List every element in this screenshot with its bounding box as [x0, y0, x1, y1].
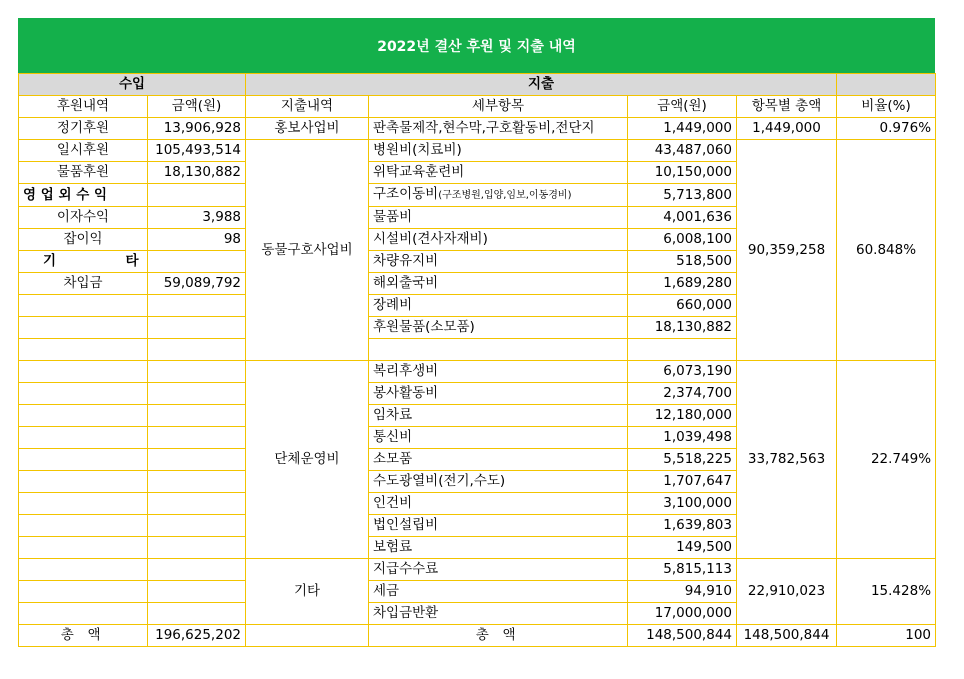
column-header-row [19, 96, 936, 118]
table-row [19, 361, 936, 383]
expense-detail: 수도광열비(전기,수도) [369, 471, 628, 493]
expense-detail: 법인설립비 [369, 515, 628, 537]
empty-cell [246, 625, 369, 647]
empty-cell [148, 317, 246, 339]
expense-detail: 세금 [369, 581, 628, 603]
expense-group-ratio: 22.749% [837, 361, 936, 559]
col-sponsor-item: 후원내역 [19, 96, 148, 118]
expense-amount: 149,500 [628, 537, 737, 559]
expense-group-total: 33,782,563 [737, 361, 837, 559]
expense-detail: 위탁교육훈련비 [369, 162, 628, 184]
empty-cell [19, 317, 148, 339]
section-header-row [19, 74, 936, 96]
expense-amount: 10,150,000 [628, 162, 737, 184]
expense-detail: 차입금반환 [369, 603, 628, 625]
empty-cell [148, 493, 246, 515]
income-amount: 3,988 [148, 207, 246, 229]
empty-cell [628, 339, 737, 361]
empty-cell [148, 427, 246, 449]
income-label: 일시후원 [19, 140, 148, 162]
income-amount: 98 [148, 229, 246, 251]
expense-detail: 복리후생비 [369, 361, 628, 383]
income-amount: 59,089,792 [148, 273, 246, 295]
income-label: 잡이익 [19, 229, 148, 251]
expense-amount: 1,707,647 [628, 471, 737, 493]
expense-detail [369, 184, 628, 207]
empty-cell [19, 449, 148, 471]
expense-group-ratio: 15.428% [837, 559, 936, 625]
category-total: 148,500,844 [737, 625, 837, 647]
empty-cell [19, 405, 148, 427]
income-amount: 105,493,514 [148, 140, 246, 162]
sheet-title: 2022년 결산 후원 및 지출 내역 [377, 38, 576, 55]
expense-amount: 6,008,100 [628, 229, 737, 251]
budget-table [18, 73, 936, 647]
empty-cell [148, 515, 246, 537]
expense-amount: 18,130,882 [628, 317, 737, 339]
income-amount: 13,906,928 [148, 118, 246, 140]
sheet-title-bar [18, 18, 935, 73]
expense-amount: 4,001,636 [628, 207, 737, 229]
empty-cell [19, 493, 148, 515]
expense-detail: 차량유지비 [369, 251, 628, 273]
income-total-label: 총 액 [19, 625, 148, 647]
expense-detail: 인건비 [369, 493, 628, 515]
empty-cell [148, 383, 246, 405]
income-total: 196,625,202 [148, 625, 246, 647]
income-label: 물품후원 [19, 162, 148, 184]
col-detail: 세부항목 [369, 96, 628, 118]
empty-cell [148, 603, 246, 625]
expense-group-total: 90,359,258 [737, 140, 837, 361]
col-category-total: 항목별 총액 [737, 96, 837, 118]
col-expense-amount: 금액(원) [628, 96, 737, 118]
expense-detail: 시설비(견사자재비) [369, 229, 628, 251]
empty-cell [19, 581, 148, 603]
expense-group-total: 22,910,023 [737, 559, 837, 625]
table-row [19, 140, 936, 162]
expense-amount: 43,487,060 [628, 140, 737, 162]
empty-cell [148, 581, 246, 603]
expense-header: 지출 [246, 74, 837, 96]
ratio-total: 100 [837, 625, 936, 647]
expense-amount: 3,100,000 [628, 493, 737, 515]
empty-cell [19, 537, 148, 559]
empty-cell [19, 603, 148, 625]
expense-group-ratio: 0.976% [837, 118, 936, 140]
expense-group-ratio: 60.848% [837, 140, 936, 361]
empty-cell [148, 537, 246, 559]
expense-total-label: 총 액 [369, 625, 628, 647]
empty-cell [19, 471, 148, 493]
empty-cell [19, 295, 148, 317]
expense-group-total: 1,449,000 [737, 118, 837, 140]
expense-detail: 임차료 [369, 405, 628, 427]
empty-cell [19, 559, 148, 581]
empty-cell [19, 427, 148, 449]
empty-cell [19, 339, 148, 361]
expense-detail: 판촉물제작,현수막,구호활동비,전단지 [369, 118, 628, 140]
income-header: 수입 [19, 74, 246, 96]
empty-cell [148, 405, 246, 427]
table-row [19, 559, 936, 581]
expense-total: 148,500,844 [628, 625, 737, 647]
empty-cell [148, 471, 246, 493]
expense-amount: 2,374,700 [628, 383, 737, 405]
expense-amount: 6,073,190 [628, 361, 737, 383]
empty-cell [19, 515, 148, 537]
income-amount [148, 184, 246, 207]
empty-cell [148, 361, 246, 383]
expense-group-name: 홍보사업비 [246, 118, 369, 140]
expense-amount: 1,039,498 [628, 427, 737, 449]
empty-cell [19, 361, 148, 383]
expense-amount: 1,639,803 [628, 515, 737, 537]
expense-amount: 1,689,280 [628, 273, 737, 295]
income-label: 차입금 [19, 273, 148, 295]
expense-detail: 소모품 [369, 449, 628, 471]
expense-amount: 5,815,113 [628, 559, 737, 581]
expense-amount: 518,500 [628, 251, 737, 273]
budget-sheet [18, 18, 935, 647]
header-blank-cell [837, 74, 936, 96]
col-income-amount: 금액(원) [148, 96, 246, 118]
expense-detail: 장례비 [369, 295, 628, 317]
income-label: 이자수익 [19, 207, 148, 229]
expense-amount: 1,449,000 [628, 118, 737, 140]
expense-group-name: 동물구호사업비 [246, 140, 369, 361]
expense-detail: 지급수수료 [369, 559, 628, 581]
expense-group-name: 단체운영비 [246, 361, 369, 559]
income-amount: 18,130,882 [148, 162, 246, 184]
empty-cell [148, 449, 246, 471]
expense-amount: 12,180,000 [628, 405, 737, 427]
expense-amount: 5,713,800 [628, 184, 737, 207]
empty-cell [148, 295, 246, 317]
table-row [19, 118, 936, 140]
expense-detail: 후원물품(소모품) [369, 317, 628, 339]
expense-detail: 병원비(치료비) [369, 140, 628, 162]
expense-amount: 17,000,000 [628, 603, 737, 625]
expense-detail: 물품비 [369, 207, 628, 229]
income-label: 영 업 외 수 익 [19, 184, 148, 207]
empty-cell [148, 339, 246, 361]
empty-cell [148, 559, 246, 581]
totals-row [19, 625, 936, 647]
empty-cell [19, 383, 148, 405]
expense-detail-main: 구조이동비 [373, 186, 439, 202]
income-label: 정기후원 [19, 118, 148, 140]
expense-detail: 보험료 [369, 537, 628, 559]
col-ratio: 비율(%) [837, 96, 936, 118]
income-label: 기 타 [19, 251, 148, 273]
col-expense-item: 지출내역 [246, 96, 369, 118]
expense-amount: 5,518,225 [628, 449, 737, 471]
expense-detail: 봉사활동비 [369, 383, 628, 405]
expense-detail-note: (구조병원,입양,임보,이동경비) [438, 190, 572, 201]
expense-amount: 94,910 [628, 581, 737, 603]
empty-cell [369, 339, 628, 361]
expense-detail: 해외출국비 [369, 273, 628, 295]
expense-amount: 660,000 [628, 295, 737, 317]
expense-group-name: 기타 [246, 559, 369, 625]
expense-detail: 통신비 [369, 427, 628, 449]
